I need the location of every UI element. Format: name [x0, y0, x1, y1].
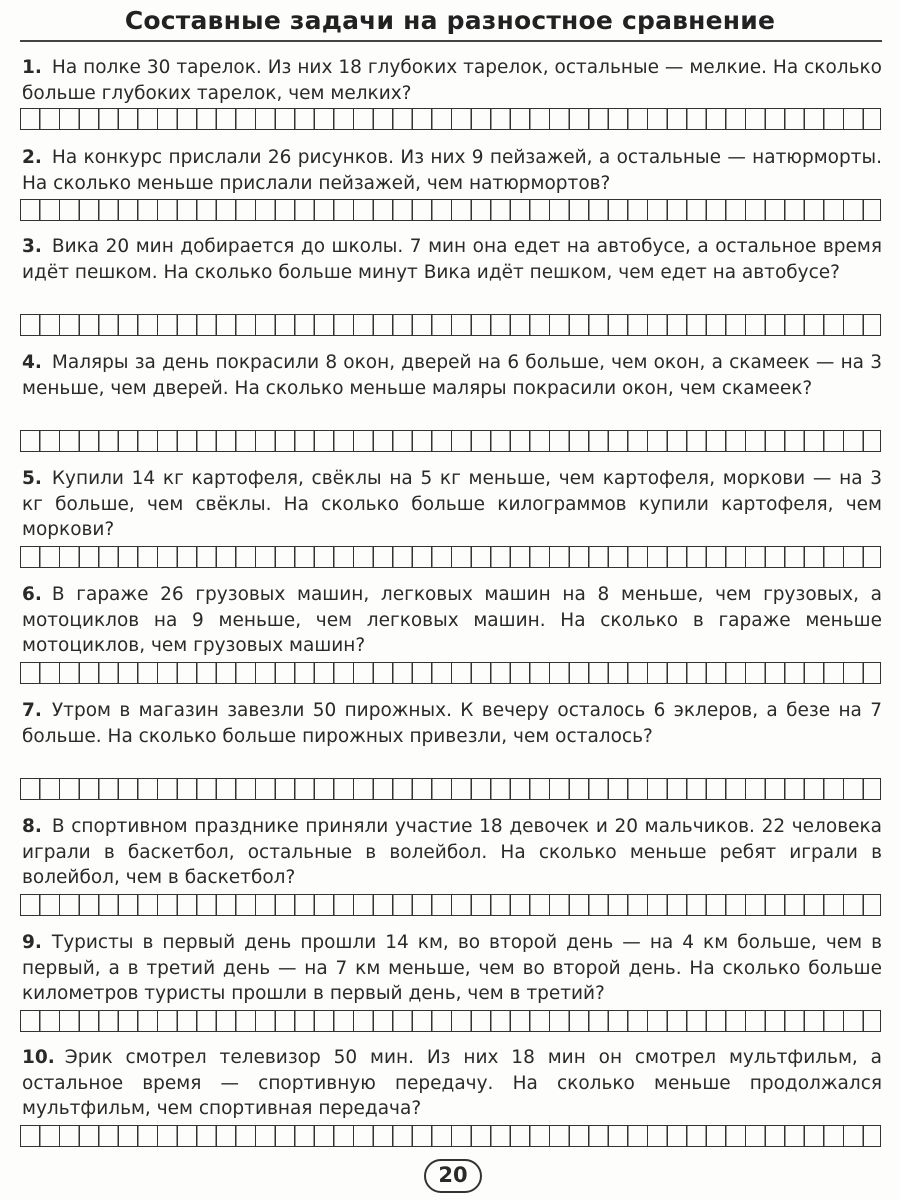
problem-text: Эрик смотрел телевизор 50 мин. Из них 18 мин он смотрел мультфильм, а остальное время — спортивную передачу. На сколько меньше продолжался мультфильм, чем спортивная передача? [22, 1047, 882, 1119]
problem-8 [22, 814, 882, 891]
problem-7 [22, 698, 882, 749]
problem-6 [22, 582, 882, 659]
problem-9 [22, 930, 882, 1007]
problem-4 [22, 350, 882, 401]
problem-text: Туристы в первый день прошли 14 км, во второй день — на 4 км больше, чем в первый, а в третий день — на 7 км меньше, чем во второй день. На сколько больше километров туристы прошли в первый день, чем в третий? [22, 932, 882, 1004]
problem-number: 5. [22, 468, 42, 489]
problem-text: Купили 14 кг картофеля, свёклы на 5 кг меньше, чем картофеля, моркови — на 3 кг больше, чем свёклы. На сколько больше килограммов купили картофеля, чем моркови? [22, 468, 882, 540]
problem-5 [22, 466, 882, 543]
problem-1 [22, 55, 882, 106]
answer-grid-8[interactable] [20, 894, 881, 916]
problem-text: Вика 20 мин добирается до школы. 7 мин она едет на автобусе, а остальное время идёт пешком. На сколько больше минут Вика идёт пешком, чем едет на автобусе? [22, 236, 882, 283]
answer-grid-5[interactable] [20, 546, 881, 568]
problem-text: В спортивном празднике приняли участие 18 девочек и 20 мальчиков. 22 человека играли в баскетбол, остальные в волейбол. На сколько меньше ребят играли в волейбол, чем в баскетбол? [22, 816, 882, 888]
problem-number: 3. [22, 236, 42, 257]
problem-2 [22, 145, 882, 196]
page-title: Составные задачи на разностное сравнение [124, 6, 776, 35]
answer-grid-7[interactable] [20, 778, 881, 800]
answer-grid-6[interactable] [20, 662, 881, 684]
title-underline [20, 40, 882, 42]
problem-text: Утром в магазин завезли 50 пирожных. К вечеру осталось 6 эклеров, а безе на 7 больше. На сколько больше пирожных привезли, чем осталось? [22, 700, 882, 747]
problem-text: На конкурс прислали 26 рисунков. Из них 9 пейзажей, а остальные — натюрморты. На сколько меньше прислали пейзажей, чем натюрмортов? [22, 147, 882, 194]
problem-text: Маляры за день покрасили 8 окон, дверей на 6 больше, чем окон, а скамеек — на 3 меньше, чем дверей. На сколько меньше маляры покрасили окон, чем скамеек? [22, 352, 882, 399]
problem-number: 4. [22, 352, 42, 373]
answer-grid-3[interactable] [20, 314, 881, 336]
problem-number: 7. [22, 700, 42, 721]
problem-number: 1. [22, 57, 42, 78]
answer-grid-10[interactable] [20, 1125, 881, 1147]
answer-grid-4[interactable] [20, 430, 881, 452]
problem-number: 6. [22, 584, 42, 605]
problem-number: 2. [22, 147, 42, 168]
answer-grid-9[interactable] [20, 1010, 881, 1032]
problem-10 [22, 1045, 882, 1122]
answer-grid-1[interactable] [20, 108, 881, 130]
problem-text: На полке 30 тарелок. Из них 18 глубоких тарелок, остальные — мелкие. На сколько больше глубоких тарелок, чем мелких? [22, 57, 882, 104]
answer-grid-2[interactable] [20, 199, 881, 221]
problem-text: В гараже 26 грузовых машин, легковых машин на 8 меньше, чем грузовых, а мотоциклов на 9 меньше, чем легковых машин. На сколько в гараже меньше мотоциклов, чем грузовых машин? [22, 584, 882, 656]
problem-number: 9. [22, 932, 42, 953]
problem-3 [22, 234, 882, 285]
problem-number: 8. [22, 816, 42, 837]
problem-number: 10. [22, 1047, 55, 1068]
page-number: 20 [424, 1159, 482, 1193]
